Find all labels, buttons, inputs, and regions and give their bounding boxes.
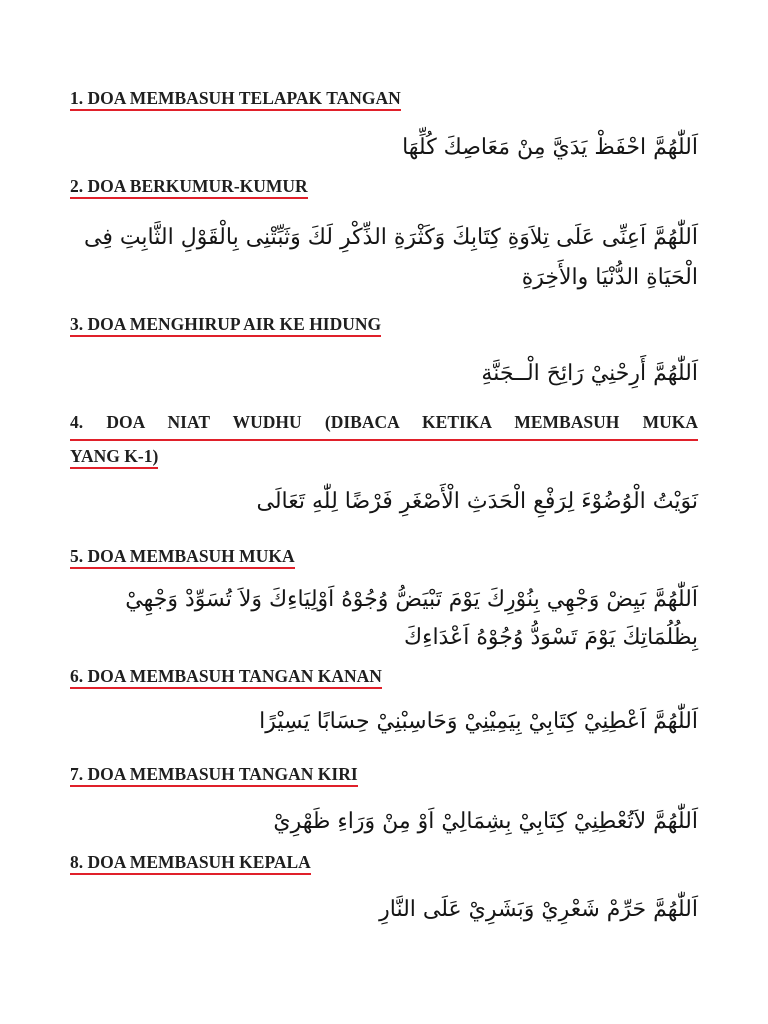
heading-2-text: 2. DOA BERKUMUR-KUMUR <box>70 176 308 199</box>
heading-7 <box>70 758 698 790</box>
heading-7-text: 7. DOA MEMBASUH TANGAN KIRI <box>70 764 358 787</box>
doa-4-arabic: نَوَيْتُ الْوُضُوْءَ لِرَفْعِ الْحَدَثِ الْأَصْغَرِ فَرْضًا لِلّٰهِ تَعَالَى <box>256 489 698 514</box>
heading-8-text: 8. DOA MEMBASUH KEPALA <box>70 852 311 875</box>
doa-1-arabic: اَللّٰهُمَّ احْفَظْ يَدَيَّ مِنْ مَعَاصِكَ كُلِّهَا <box>402 135 698 160</box>
doa-2-arabic-line-1: اَللّٰهُمَّ اَعِنِّى عَلَى تِلاَوَةِ كِتَابِكَ وَكَثْرَةِ الذِّكْرِ لَكَ وَثَبِّتْنِى بِالْقَوْلِ الثَّابِتِ فِى <box>83 225 698 250</box>
heading-4-line-1 <box>70 406 698 441</box>
heading-3-text: 3. DOA MENGHIRUP AIR KE HIDUNG <box>70 314 381 337</box>
heading-1 <box>70 82 698 114</box>
doa-7-arabic: اَللّٰهُمَّ لاَتُعْطِنِيْ كِتَابِيْ بِشِمَالِيْ اَوْ مِنْ وَرَاءِ ظَهْرِيْ <box>273 809 698 834</box>
doa-8-arabic: اَللّٰهُمَّ حَرِّمْ شَعْرِيْ وَبَشَرِيْ عَلَى النَّارِ <box>379 897 698 922</box>
doa-5-arabic-line-2: بِظُلُمَاتِكَ يَوْمَ تَسْوَدُّ وُجُوْهُ اَعْدَاءِكَ <box>403 625 698 650</box>
heading-3 <box>70 308 698 340</box>
doa-6-arabic: اَللّٰهُمَّ اَعْطِنِيْ كِتَابِيْ بِيَمِيْنِيْ وَحَاسِبْنِيْ حِسَابًا يَسِيْرًا <box>259 709 698 734</box>
heading-6 <box>70 660 698 692</box>
heading-4-text-line-1: 4. DOA NIAT WUDHU (DIBACA KETIKA MEMBASUH MUKA <box>70 406 698 441</box>
heading-6-text: 6. DOA MEMBASUH TANGAN KANAN <box>70 666 382 689</box>
heading-4-text-line-2: YANG K-1) <box>70 446 158 469</box>
heading-2 <box>70 170 698 202</box>
heading-1-text: 1. DOA MEMBASUH TELAPAK TANGAN <box>70 88 401 111</box>
doa-5-arabic-line-1: اَللّٰهُمَّ بَيِضْ وَجْهِي بِنُوْرِكَ يَوْمَ تَبْيَضُّ وُجُوْهُ اَوْلِيَاءِكَ وَلاَ تُسَوِّدْ وَجْهِيْ <box>125 587 698 612</box>
heading-5-text: 5. DOA MEMBASUH MUKA <box>70 546 295 569</box>
heading-4-line-2 <box>70 440 698 472</box>
doa-2-arabic-line-2: الْحَيَاةِ الدُّنْيَا والأَخِرَةِ <box>521 265 698 290</box>
doa-3-arabic: اَللّٰهُمَّ أَرِحْنِيْ رَائِحَ الْــجَنَّةِ <box>481 361 698 386</box>
heading-8 <box>70 846 698 878</box>
heading-5 <box>70 540 698 572</box>
